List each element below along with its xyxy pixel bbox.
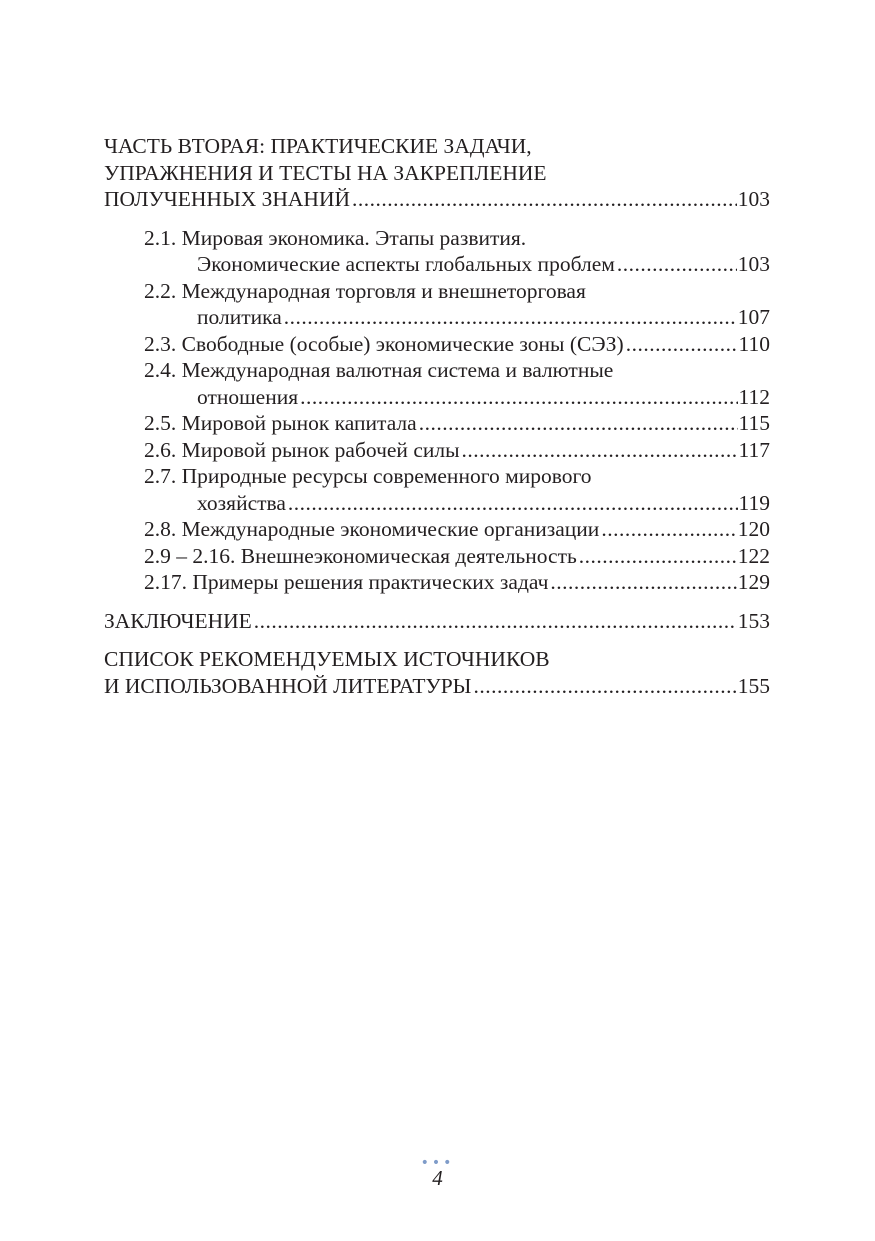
- toc-entry-conclusion[interactable]: [104, 608, 770, 635]
- toc-entry-2-7[interactable]: [104, 463, 770, 516]
- toc-line: [144, 490, 770, 517]
- toc-line: [144, 543, 770, 570]
- dot-leader: [352, 186, 737, 213]
- toc-title: 2.2. Международная торговля и внешнеторговая: [144, 278, 586, 303]
- toc-title: 2.4. Международная валютная система и валютные: [144, 358, 614, 382]
- toc-line: [144, 357, 770, 384]
- toc-entry-part-two[interactable]: [104, 133, 770, 213]
- toc-line: [104, 133, 770, 160]
- toc-title: ЗАКЛЮЧЕНИЕ: [104, 608, 252, 633]
- toc-entry-2-2[interactable]: [104, 278, 770, 331]
- toc-page-number: 107: [737, 305, 770, 329]
- toc-title: Экономические аспекты глобальных проблем: [197, 252, 615, 276]
- footer-dots-ornament: •••: [420, 1155, 455, 1171]
- toc-line: [104, 608, 770, 635]
- dot-leader: [550, 569, 736, 596]
- toc-title: отношения: [197, 384, 299, 409]
- toc-title: 2.5. Мировой рынок капитала: [144, 411, 417, 435]
- toc-page-number: 122: [737, 543, 770, 568]
- toc-page-number: 112: [738, 384, 770, 409]
- toc-page-number: 115: [738, 411, 770, 435]
- toc-page-number: 110: [738, 331, 770, 356]
- toc-entry-2-17[interactable]: [104, 569, 770, 596]
- toc-title: 2.17. Примеры решения практических задач: [144, 570, 549, 594]
- dot-leader: [419, 410, 738, 437]
- toc-line: [144, 569, 770, 596]
- toc-page-number: 129: [737, 570, 770, 594]
- dot-leader: [462, 437, 738, 464]
- toc-line: [144, 278, 770, 305]
- toc-entry-2-1[interactable]: [104, 225, 770, 278]
- toc-line: [144, 410, 770, 437]
- toc-title: 2.6. Мировой рынок рабочей силы: [144, 437, 460, 462]
- toc-title: 2.3. Свободные (особые) экономические зоны (СЭЗ): [144, 331, 624, 356]
- page-number: 4: [432, 1166, 443, 1190]
- toc-line: [144, 304, 770, 331]
- toc-line: [144, 225, 770, 252]
- toc-entry-2-6[interactable]: [104, 437, 770, 464]
- toc-title: политика: [197, 305, 282, 329]
- dot-leader: [300, 384, 737, 411]
- toc-entry-2-5[interactable]: [104, 410, 770, 437]
- dot-leader: [254, 608, 737, 635]
- toc-entry-2-3[interactable]: [104, 331, 770, 358]
- toc-title: СПИСОК РЕКОМЕНДУЕМЫХ ИСТОЧНИКОВ: [104, 647, 550, 671]
- toc-line: [104, 160, 770, 187]
- toc-page-number: 155: [737, 673, 770, 698]
- toc-entry-references[interactable]: [104, 646, 770, 699]
- dot-leader: [288, 490, 738, 517]
- dot-leader: [617, 251, 737, 278]
- table-of-contents: [104, 133, 770, 711]
- toc-title: 2.8. Международные экономические организации: [144, 517, 600, 541]
- toc-title: ПОЛУЧЕННЫХ ЗНАНИЙ: [104, 187, 351, 211]
- toc-page-number: 119: [738, 490, 770, 515]
- dot-leader: [284, 304, 737, 331]
- toc-title: хозяйства: [197, 490, 286, 515]
- toc-title: ЧАСТЬ ВТОРАЯ: ПРАКТИЧЕСКИЕ ЗАДАЧИ,: [104, 134, 532, 158]
- toc-line: [144, 331, 770, 358]
- toc-page-number: 103: [737, 252, 770, 276]
- toc-page-number: 103: [737, 187, 770, 211]
- toc-line: [144, 516, 770, 543]
- toc-title: УПРАЖНЕНИЯ И ТЕСТЫ НА ЗАКРЕПЛЕНИЕ: [104, 160, 547, 185]
- toc-title: 2.9 – 2.16. Внешнеэкономическая деятельность: [144, 543, 577, 568]
- toc-title: 2.7. Природные ресурсы современного мирового: [144, 464, 592, 488]
- dot-leader: [626, 331, 738, 358]
- dot-leader: [473, 673, 736, 700]
- toc-entry-2-9-2-16[interactable]: [104, 543, 770, 570]
- toc-entry-2-8[interactable]: [104, 516, 770, 543]
- toc-title: И ИСПОЛЬЗОВАННОЙ ЛИТЕРАТУРЫ: [104, 673, 472, 698]
- toc-line: [144, 463, 770, 490]
- toc-page-number: 120: [737, 517, 770, 541]
- toc-line: [104, 673, 770, 700]
- dot-leader: [579, 543, 737, 570]
- toc-line: [144, 251, 770, 278]
- toc-page-number: 153: [737, 608, 770, 633]
- toc-line: [104, 186, 770, 213]
- toc-line: [144, 384, 770, 411]
- toc-page-number: 117: [738, 437, 770, 462]
- toc-title: 2.1. Мировая экономика. Этапы развития.: [144, 225, 527, 250]
- toc-line: [144, 437, 770, 464]
- dot-leader: [601, 516, 736, 543]
- toc-entry-2-4[interactable]: [104, 357, 770, 410]
- toc-line: [104, 646, 770, 673]
